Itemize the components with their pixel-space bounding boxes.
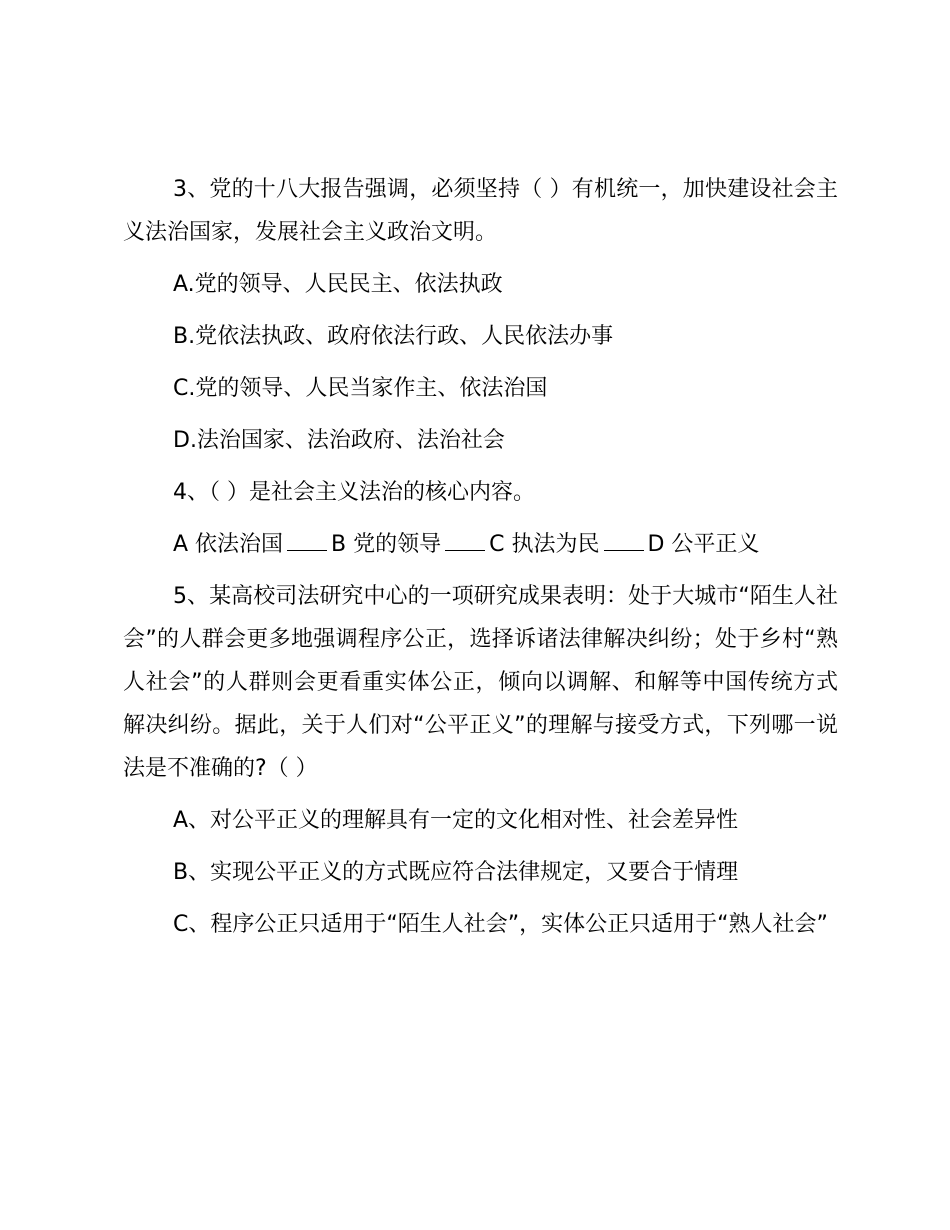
question-4-option-c: C 执法为民 (489, 532, 600, 557)
answer-blank (287, 528, 327, 551)
question-5-stem: 5、某高校司法研究中心的一项研究成果表明：处于大城市“陌生人社会”的人群会更多地强调程序公正，选择诉诸法律解决纠纷；处于乡村“熟人社会”的人群则会更看重实体公正，倾向以调解、和解等中国传统方式解决纠纷。据此，关于人们对“公平正义”的理解与接受方式，下列哪一说法是不准确的?（ ） (123, 584, 838, 781)
question-3-option-a: A.党的领导、人民民主、依法执政 (173, 272, 503, 297)
question-5-option-c: C、程序公正只适用于“陌生人社会”，实体公正只适用于“熟人社会” (173, 912, 828, 937)
question-3-option-b: B.党依法执政、政府依法行政、人民依法办事 (173, 324, 614, 349)
question-4-option-d: D 公平正义 (647, 532, 760, 557)
question-4-option-b: B 党的领导 (331, 532, 442, 557)
question-4-stem: 4、（ ）是社会主义法治的核心内容。 (173, 480, 535, 505)
question-3-option-d: D.法治国家、法治政府、法治社会 (173, 428, 505, 453)
document-body (123, 168, 838, 955)
answer-blank (445, 528, 485, 551)
question-5-option-a: A、对公平正义的理解具有一定的文化相对性、社会差异性 (173, 808, 739, 833)
question-4-options (123, 523, 838, 566)
question-3-stem: 3、党的十八大报告强调，必须坚持（ ）有机统一，加快建设社会主义法治国家，发展社会主义政治文明。 (123, 177, 838, 245)
question-5-option-b: B、实现公平正义的方式既应符合法律规定，又要合于情理 (173, 860, 739, 885)
answer-blank (604, 528, 644, 551)
question-4-option-a: A 依法治国 (173, 532, 284, 557)
question-3-option-c: C.党的领导、人民当家作主、依法治国 (173, 376, 548, 401)
